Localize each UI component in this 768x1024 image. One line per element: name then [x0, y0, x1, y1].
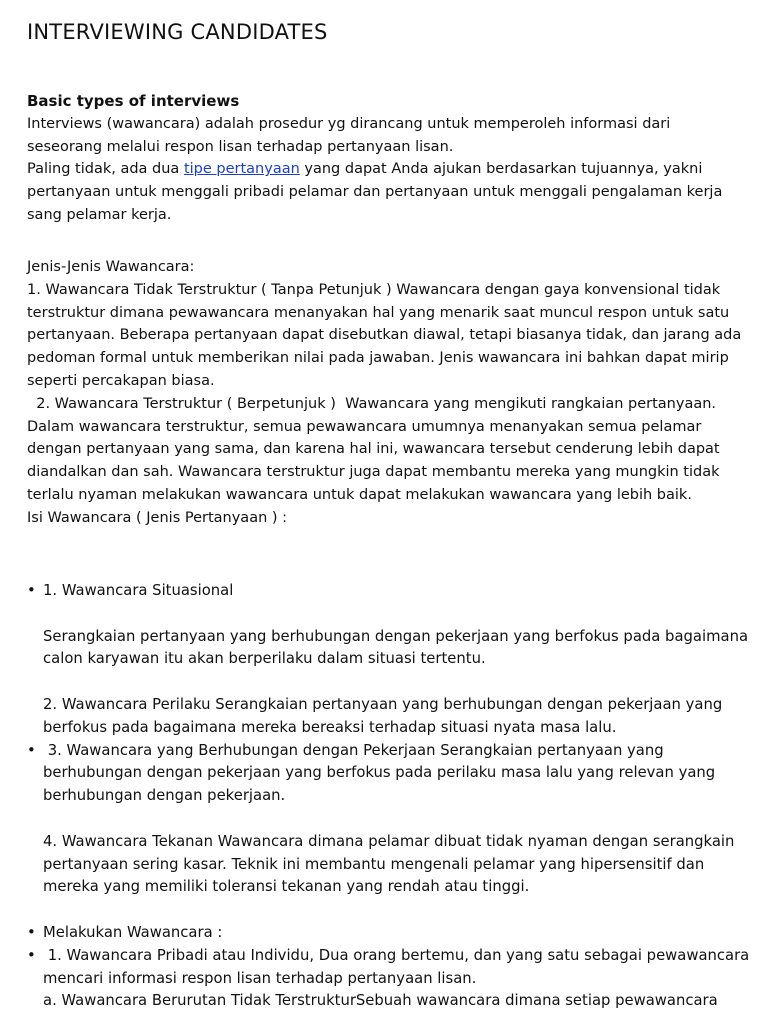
- list-item-text: 4. Wawancara Tekanan Wawancara dimana pelamar dibuat tidak nyaman dengan serangkain pertanyaan sering kasar. Teknik ini membantu mengenali pelamar yang hipersensitif dan mereka yang memiliki toleransi tekanan yang rendah atau tinggi.: [43, 832, 735, 896]
- bullet-icon: •: [27, 946, 36, 964]
- jenis-heading: Jenis-Jenis Wawancara:: [27, 259, 195, 275]
- intro-text-after-link: yang dapat Anda ajukan berdasarkan tujuannya, yakni pertanyaan untuk menggali pribadi pelamar dan pertanyaan untuk menggali pengalaman kerja sang pelamar kerja.: [27, 161, 723, 223]
- question-types-list: [27, 580, 754, 1013]
- list-item: [27, 922, 751, 945]
- bullet-icon: •: [27, 741, 36, 759]
- section-heading: Basic types of interviews: [27, 92, 240, 110]
- list-item-text: 2. Wawancara Perilaku Serangkaian pertanyaan yang berhubungan dengan pekerjaan yang berfokus pada bagaimana mereka bereaksi terhadap situasi nyata masa lalu.: [43, 695, 723, 736]
- bullet-icon: •: [27, 923, 36, 941]
- list-item-text: Serangkaian pertanyaan yang berhubungan dengan pekerjaan yang berfokus pada bagaimana calon karyawan itu akan berperilaku dalam situasi tertentu.: [43, 627, 749, 668]
- list-item-text: Melakukan Wawancara :: [43, 923, 223, 941]
- list-item: [27, 740, 751, 922]
- list-item-title: 1. Wawancara Situasional: [43, 582, 234, 599]
- list-item-text: 1. Wawancara Pribadi atau Individu, Dua orang bertemu, dan yang satu sebagai pewawancara mencari informasi respon lisan terhadap pertanyaan lisan.: [43, 946, 754, 987]
- jenis-item-1: 1. Wawancara Tidak Terstruktur ( Tanpa Petunjuk ) Wawancara dengan gaya konvensional tidak terstruktur dimana pewawancara menanyakan hal yang menarik saat muncul respon untuk satu pertanyaan. Beberapa pertanyaan dapat disebutkan diawal, tetapi biasanya tidak, dan jarang ada pedoman formal untuk memberikan nilai pada jawaban. Jenis wawancara ini bahkan dapat mirip seperti percakapan biasa.: [27, 281, 742, 389]
- intro-text-before-link: Paling tidak, ada dua: [27, 161, 184, 178]
- list-item: [27, 945, 754, 1013]
- list-item-text: 3. Wawancara yang Berhubungan dengan Pekerjaan Serangkaian pertanyaan yang berhubungan dengan pekerjaan yang berfokus pada perilaku masa lalu yang relevan yang berhubungan dengan pekerjaan.: [43, 741, 720, 805]
- page-title: INTERVIEWING CANDIDATES: [27, 20, 328, 44]
- intro-section: [27, 90, 747, 227]
- tipe-pertanyaan-link[interactable]: tipe pertanyaan: [183, 161, 300, 178]
- jenis-section: [27, 256, 747, 530]
- intro-paragraph: Interviews (wawancara) adalah prosedur yg dirancang untuk memperoleh informasi dari seseorang melalui respon lisan terhadap pertanyaan lisan.: [27, 115, 671, 155]
- bullet-icon: •: [27, 582, 36, 599]
- list-item: [27, 580, 751, 740]
- isi-heading: Isi Wawancara ( Jenis Pertanyaan ) :: [27, 509, 288, 526]
- intro-paragraph-2: [27, 158, 747, 226]
- list-item-subtext: a. Wawancara Berurutan Tidak TerstrukturSebuah wawancara dimana setiap pewawancara: [43, 992, 718, 1010]
- jenis-item-2: 2. Wawancara Terstruktur ( Berpetunjuk ) Wawancara yang mengikuti rangkaian pertanyaan. Dalam wawancara terstruktur, semua pewawancara umumnya menanyakan semua pelamar dengan pertanyaan yang sama, dan karena hal ini, wawancara tersebut cenderung lebih dapat diandalkan dan sah. Wawancara terstruktur juga dapat membantu mereka yang mungkin tidak terlalu nyaman melakukan wawancara untuk dapat melakukan wawancara yang lebih baik.: [27, 395, 725, 503]
